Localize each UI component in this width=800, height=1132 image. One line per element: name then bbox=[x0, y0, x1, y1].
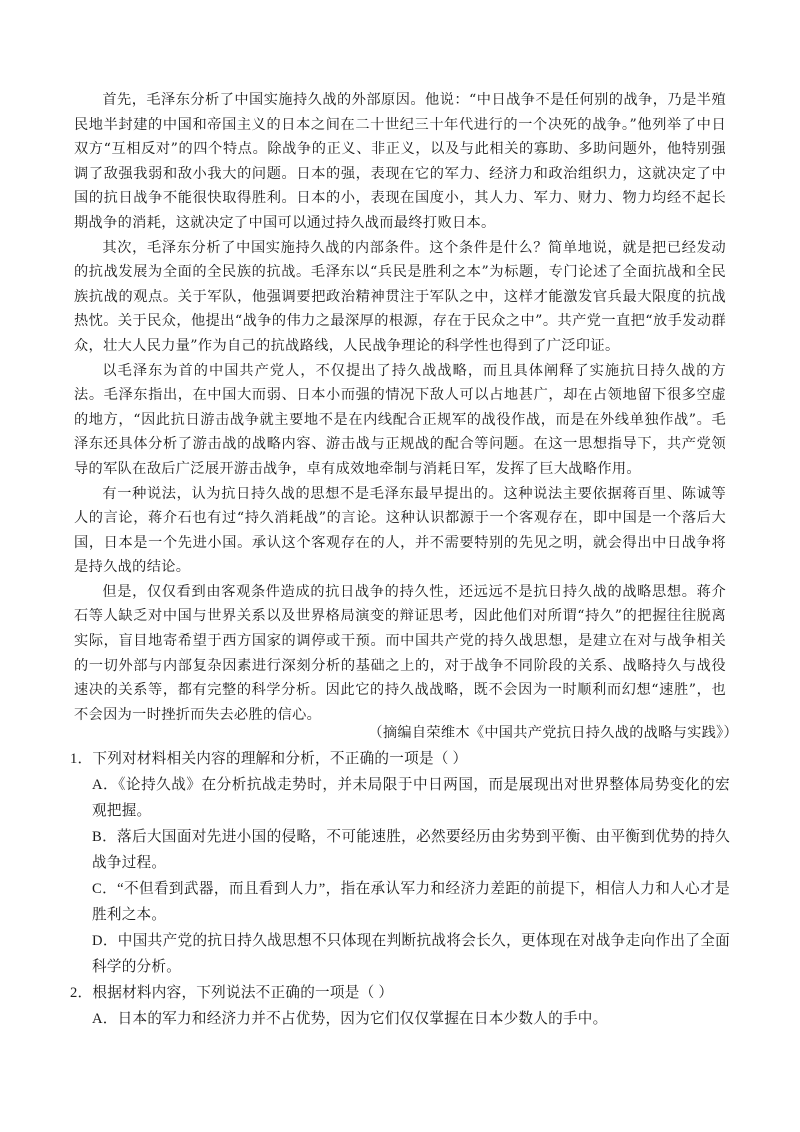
question-2 bbox=[70, 980, 730, 1032]
passage-paragraph: 有一种说法，认为抗日持久战的思想不是毛泽东最早提出的。这种说法主要依据蒋百里、陈诚等人的言论，蒋介石也有过“持久消耗战”的言论。这种认识都源于一个客观存在，即中国是一个落后大国，日本是一个先进小国。承认这个客观存在的人，并不需要特别的先见之明，就会得出中日战争将是持久战的结论。 bbox=[74, 485, 726, 576]
question-1 bbox=[70, 746, 730, 980]
option-b: B．落后大国面对先进小国的侵略，不可能速胜，必然要经历由劣势到平衡、由平衡到优势的持久战争过程。 bbox=[92, 829, 730, 871]
passage-source: （摘编自荣维木《中国共产党抗日持久战的战略与实践》） bbox=[368, 725, 738, 741]
passage-paragraph: 但是，仅仅看到由客观条件造成的抗日战争的持久性，还远远不是抗日持久战的战略思想。蒋介石等人缺乏对中国与世界关系以及世界格局演变的辩证思考，因此他们对所谓“持久”的把握往往脱离实际，盲目地寄希望于西方国家的调停或干预。而中国共产党的持久战思想，是建立在对与战争相关的一切外部与内部复杂因素进行深刻分析的基础之上的，对于战争不同阶段的关系、战略持久与战役速决的关系等，都有完整的科学分析。因此它的持久战战略，既不会因为一时顺利而幻想“速胜”，也不会因为一时挫折而失去必胜的信心。 bbox=[74, 583, 726, 723]
option-a: A．《论持久战》在分析抗战走势时，并未局限于中日两国，而是展现出对世界整体局势变化的宏观把握。 bbox=[92, 777, 730, 819]
option-c: C．“不但看到武器，而且看到人力”，指在承认军力和经济力差距的前提下，相信人力和人心才是胜利之本。 bbox=[92, 881, 730, 923]
option-d: D．中国共产党的抗日持久战思想不只体现在判断抗战将会长久，更体现在对战争走向作出了全面科学的分析。 bbox=[92, 933, 730, 975]
option-a: A．日本的军力和经济力并不占优势，因为它们仅仅掌握在日本少数人的手中。 bbox=[92, 1011, 608, 1027]
passage-paragraph: 首先，毛泽东分析了中国实施持久战的外部原因。他说：“中日战争不是任何别的战争，乃是半殖民地半封建的中国和帝国主义的日本之间在二十世纪三十年代进行的一个决死的战争。”他列举了中日双方“互相反对”的四个特点。除战争的正义、非正义，以及与此相关的寡助、多助问题外，他特别强调了敌强我弱和敌小我大的问题。日本的强，表现在它的军力、经济力和政治组织力，这就决定了中国的抗日战争不能很快取得胜利。日本的小，表现在国度小，其人力、军力、财力、物力均经不起长期战争的消耗，这就决定了中国可以通过持久战而最终打败日本。 bbox=[74, 92, 726, 231]
question-stem: 2．根据材料内容，下列说法不正确的一项是（ ） bbox=[70, 985, 394, 1001]
passage-paragraph: 其次，毛泽东分析了中国实施持久战的内部条件。这个条件是什么？简单地说，就是把已经发动的抗战发展为全面的全民族的抗战。毛泽东以“兵民是胜利之本”为标题，专门论述了全面抗战和全民族抗战的观点。关于军队，他强调要把政治精神贯注于军队之中，这样才能激发官兵最大限度的抗战热忱。关于民众，他提出“战争的伟力之最深厚的根源，存在于民众之中”。共产党一直把“放手发动群众，壮大人民力量”作为自己的抗战路线，人民战争理论的科学性也得到了广泛印证。 bbox=[74, 239, 726, 354]
reading-passage bbox=[74, 88, 726, 727]
question-stem: 1．下列对材料相关内容的理解和分析，不正确的一项是（ ） bbox=[70, 751, 468, 767]
passage-paragraph: 以毛泽东为首的中国共产党人，不仅提出了持久战战略，而且具体阐释了实施抗日持久战的方法。毛泽东指出，在中国大而弱、日本小而强的情况下敌人可以占地甚广，却在占领地留下很多空虚的地方，“因此抗日游击战争就主要地不是在内线配合正规军的战役作战，而是在外线单独作战”。毛泽东还具体分析了游击战的战略内容、游击战与正规战的配合等问题。在这一思想指导下，共产党领导的军队在敌后广泛展开游击战争，卓有成效地牵制与消耗日军，发挥了巨大战略作用。 bbox=[74, 362, 726, 477]
question-list bbox=[70, 746, 730, 1032]
